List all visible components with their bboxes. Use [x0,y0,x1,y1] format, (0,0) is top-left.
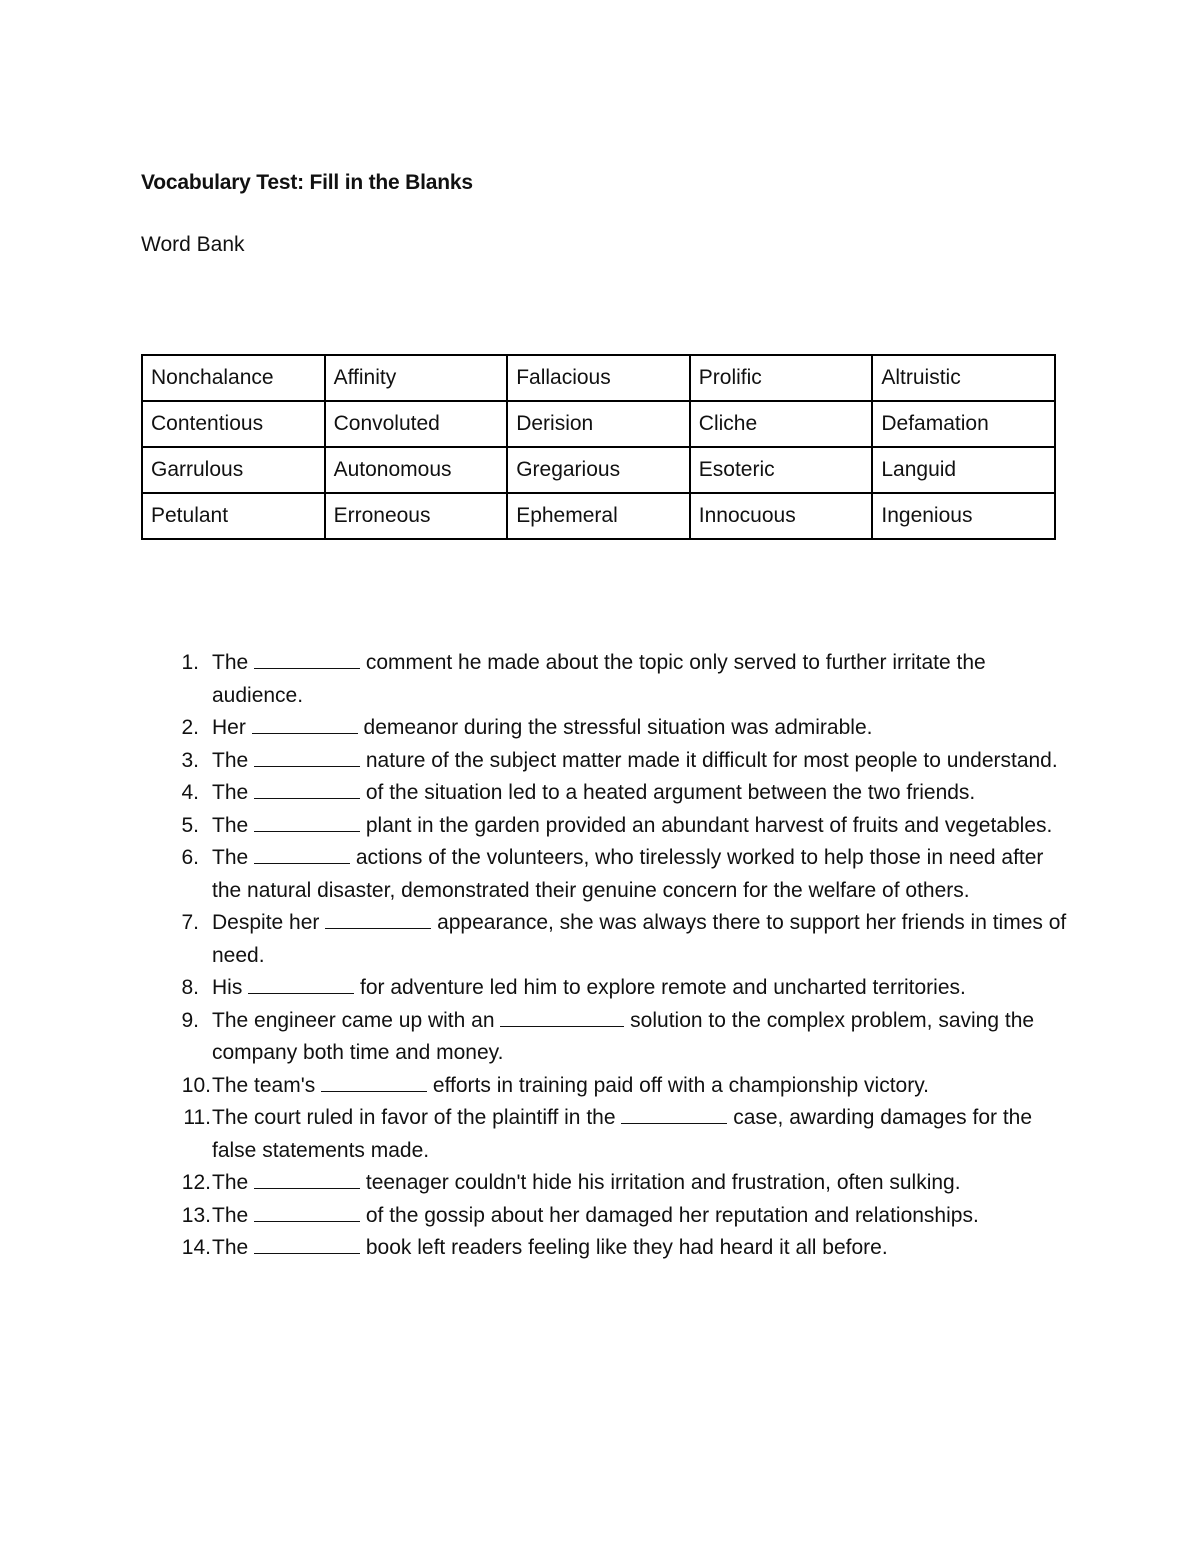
question-text-after: comment he made about the topic only served to further irritate the audience. [212,651,986,707]
word-cell: Cliche [690,401,873,447]
question-number: 7. [181,911,199,934]
question-item [141,907,1071,972]
answer-blank[interactable] [500,1025,624,1027]
answer-blank[interactable] [321,1090,427,1092]
word-cell: Affinity [325,355,508,401]
question-number: 6. [181,846,199,869]
question-number: 14. [181,1236,211,1259]
answer-blank[interactable] [252,732,358,734]
word-bank-row [142,401,1055,447]
word-cell: Fallacious [507,355,690,401]
question-number: 1. [181,651,199,674]
question-text-before: The [212,748,255,772]
word-cell: Ephemeral [507,493,690,539]
question-text-after: nature of the subject matter made it difficult for most people to understand. [360,748,1058,772]
word-cell: Defamation [872,401,1055,447]
question-text-before: The [212,813,255,837]
page-title: Vocabulary Test: Fill in the Blanks [141,171,473,194]
question-text-before: The [212,846,255,869]
question-text-before: Despite her [212,911,326,934]
question-item [141,777,1071,810]
answer-blank[interactable] [254,830,360,832]
question-number: 12. [181,1171,211,1194]
question-number: 13. [181,1203,211,1227]
question-item [141,647,1071,712]
answer-blank[interactable] [254,797,360,799]
question-text-after: for adventure led him to explore remote and uncharted territories. [354,976,966,999]
question-item [141,712,1071,745]
word-bank-row [142,447,1055,493]
question-text-after: of the situation led to a heated argument between the two friends. [360,781,976,804]
question-item [141,745,1071,778]
answer-blank[interactable] [621,1122,727,1124]
question-number: 5. [181,813,199,837]
question-text-before: The [212,1171,255,1194]
word-cell: Gregarious [507,447,690,493]
word-cell: Languid [872,447,1055,493]
answer-blank[interactable] [254,1220,360,1222]
question-text-after: of the gossip about her damaged her reputation and relationships. [360,1203,979,1227]
question-text-before: The [212,651,255,674]
word-cell: Convoluted [325,401,508,447]
question-text-before: The team's [212,1073,322,1097]
question-text-after: solution to the complex problem, saving the company both time and money. [212,1008,1035,1064]
question-item [141,1005,1071,1070]
word-bank-row [142,355,1055,401]
question-number: 8. [181,976,199,999]
question-item [141,1167,1071,1200]
question-number: 9. [181,1008,199,1032]
question-text-before: Her [212,716,252,739]
word-cell: Petulant [142,493,325,539]
question-list [141,647,1071,1265]
question-text-before: His [212,976,249,999]
word-cell: Innocuous [690,493,873,539]
question-number: 4. [181,781,199,804]
question-item [141,1102,1071,1167]
question-item [141,972,1071,1005]
word-bank-heading: Word Bank [141,233,245,256]
answer-blank[interactable] [254,667,360,669]
question-number: 2. [181,716,199,739]
answer-blank[interactable] [325,927,431,929]
question-item [141,810,1071,843]
answer-blank[interactable] [254,765,360,767]
question-number: 10. [181,1073,211,1097]
question-item [141,1200,1071,1233]
word-cell: Esoteric [690,447,873,493]
answer-blank[interactable] [248,992,354,994]
question-item [141,842,1071,907]
question-text-after: actions of the volunteers, who tirelessly worked to help those in need after the natural disaster, demonstrated their genuine concern for the welfare of others. [212,846,1044,902]
question-text-before: The engineer came up with an [212,1008,501,1032]
question-text-after: case, awarding damages for the false statements made. [212,1106,1033,1162]
question-text-after: book left readers feeling like they had heard it all before. [360,1236,888,1259]
word-bank-row [142,493,1055,539]
word-cell: Altruistic [872,355,1055,401]
question-text-before: The [212,1203,255,1227]
question-text-before: The [212,1236,255,1259]
question-number: 3. [181,748,199,772]
question-text-after: demeanor during the stressful situation was admirable. [357,716,873,739]
answer-blank[interactable] [254,862,350,864]
question-number: 11. [183,1106,211,1129]
word-cell: Derision [507,401,690,447]
word-bank-table [141,354,1056,540]
question-text-before: The [212,781,255,804]
word-cell: Garrulous [142,447,325,493]
word-cell: Contentious [142,401,325,447]
question-item [141,1232,1071,1265]
question-text-before: The court ruled in favor of the plaintiff in the [212,1106,622,1129]
word-cell: Erroneous [325,493,508,539]
word-cell: Autonomous [325,447,508,493]
answer-blank[interactable] [254,1252,360,1254]
question-text-after: appearance, she was always there to support her friends in times of need. [212,911,1067,967]
question-item [141,1070,1071,1103]
question-text-after: plant in the garden provided an abundant harvest of fruits and vegetables. [360,813,1053,837]
question-text-after: teenager couldn't hide his irritation and frustration, often sulking. [360,1171,961,1194]
word-cell: Prolific [690,355,873,401]
answer-blank[interactable] [254,1187,360,1189]
question-text-after: efforts in training paid off with a championship victory. [427,1073,929,1097]
word-cell: Ingenious [872,493,1055,539]
word-cell: Nonchalance [142,355,325,401]
